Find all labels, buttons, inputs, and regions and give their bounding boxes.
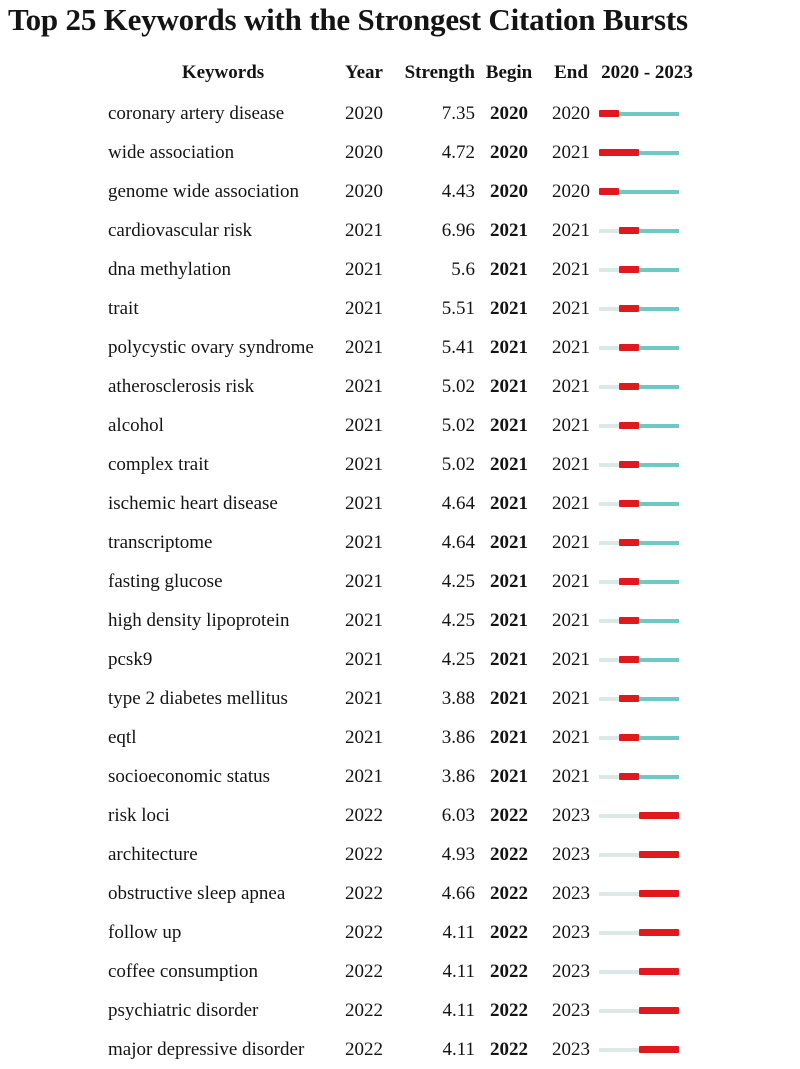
strength-cell: 4.25	[441, 648, 475, 670]
end-cell: 2021	[552, 765, 590, 787]
strength-cell: 5.51	[441, 297, 475, 319]
pre-burst-segment	[599, 775, 619, 779]
burst-timeline-bar	[599, 421, 679, 430]
page-title: Top 25 Keywords with the Strongest Citation Bursts	[8, 2, 688, 37]
year-cell: 2021	[345, 414, 383, 436]
post-burst-segment	[639, 307, 679, 311]
end-cell: 2021	[552, 492, 590, 514]
post-burst-segment	[639, 775, 679, 779]
begin-cell: 2021	[490, 570, 528, 592]
begin-cell: 2020	[490, 141, 528, 163]
end-cell: 2021	[552, 297, 590, 319]
begin-cell: 2022	[490, 999, 528, 1021]
year-cell: 2022	[345, 1038, 383, 1060]
burst-segment	[619, 500, 639, 507]
strength-cell: 7.35	[441, 102, 475, 124]
strength-cell: 5.6	[451, 258, 475, 280]
table-row	[0, 523, 800, 562]
burst-segment	[619, 773, 639, 780]
burst-timeline-bar	[599, 772, 679, 781]
pre-burst-segment	[599, 385, 619, 389]
col-header-end: End	[554, 61, 588, 83]
keyword-cell: follow up	[108, 921, 182, 943]
burst-table-body	[0, 94, 800, 1069]
end-cell: 2020	[552, 180, 590, 202]
burst-timeline-bar	[599, 928, 679, 937]
end-cell: 2021	[552, 453, 590, 475]
year-cell: 2020	[345, 180, 383, 202]
begin-cell: 2022	[490, 804, 528, 826]
strength-cell: 5.41	[441, 336, 475, 358]
keyword-cell: transcriptome	[108, 531, 213, 553]
end-cell: 2023	[552, 960, 590, 982]
burst-timeline-bar	[599, 1045, 679, 1054]
burst-timeline-bar	[599, 694, 679, 703]
table-row	[0, 211, 800, 250]
begin-cell: 2021	[490, 765, 528, 787]
pre-burst-segment	[599, 1048, 639, 1052]
col-header-begin: Begin	[485, 61, 533, 83]
keyword-cell: eqtl	[108, 726, 137, 748]
end-cell: 2021	[552, 258, 590, 280]
keyword-cell: obstructive sleep apnea	[108, 882, 286, 904]
year-cell: 2021	[345, 492, 383, 514]
burst-timeline-bar	[599, 655, 679, 664]
year-cell: 2021	[345, 648, 383, 670]
keyword-cell: alcohol	[108, 414, 164, 436]
burst-timeline-bar	[599, 538, 679, 547]
burst-segment	[619, 461, 639, 468]
burst-segment	[619, 656, 639, 663]
table-row	[0, 445, 800, 484]
table-row	[0, 913, 800, 952]
year-cell: 2021	[345, 531, 383, 553]
pre-burst-segment	[599, 541, 619, 545]
keyword-cell: socioeconomic status	[108, 765, 270, 787]
table-row	[0, 484, 800, 523]
end-cell: 2023	[552, 1038, 590, 1060]
end-cell: 2023	[552, 999, 590, 1021]
col-header-year: Year	[345, 61, 383, 83]
begin-cell: 2022	[490, 1038, 528, 1060]
end-cell: 2021	[552, 531, 590, 553]
strength-cell: 4.43	[441, 180, 475, 202]
begin-cell: 2021	[490, 336, 528, 358]
end-cell: 2021	[552, 414, 590, 436]
post-burst-segment	[639, 268, 679, 272]
table-row	[0, 757, 800, 796]
pre-burst-segment	[599, 1009, 639, 1013]
begin-cell: 2021	[490, 648, 528, 670]
post-burst-segment	[639, 151, 679, 155]
post-burst-segment	[619, 112, 679, 116]
post-burst-segment	[639, 385, 679, 389]
pre-burst-segment	[599, 736, 619, 740]
burst-segment	[639, 968, 679, 975]
burst-segment	[619, 266, 639, 273]
table-row	[0, 601, 800, 640]
burst-segment	[599, 149, 639, 156]
table-row	[0, 367, 800, 406]
year-cell: 2022	[345, 921, 383, 943]
keyword-cell: polycystic ovary syndrome	[108, 336, 314, 358]
strength-cell: 3.86	[441, 726, 475, 748]
year-cell: 2021	[345, 375, 383, 397]
keyword-cell: cardiovascular risk	[108, 219, 253, 241]
table-row	[0, 952, 800, 991]
pre-burst-segment	[599, 346, 619, 350]
strength-cell: 4.11	[442, 999, 475, 1021]
year-cell: 2021	[345, 765, 383, 787]
burst-segment	[619, 305, 639, 312]
burst-segment	[599, 188, 619, 195]
begin-cell: 2020	[490, 180, 528, 202]
pre-burst-segment	[599, 424, 619, 428]
year-cell: 2021	[345, 726, 383, 748]
year-cell: 2021	[345, 609, 383, 631]
begin-cell: 2021	[490, 687, 528, 709]
end-cell: 2023	[552, 921, 590, 943]
table-header	[0, 53, 800, 92]
end-cell: 2021	[552, 336, 590, 358]
keyword-cell: dna methylation	[108, 258, 231, 280]
keyword-cell: psychiatric disorder	[108, 999, 259, 1021]
keyword-cell: pcsk9	[108, 648, 153, 670]
strength-cell: 4.11	[442, 960, 475, 982]
table-row	[0, 679, 800, 718]
year-cell: 2022	[345, 843, 383, 865]
strength-cell: 3.86	[441, 765, 475, 787]
burst-timeline-bar	[599, 889, 679, 898]
table-row	[0, 718, 800, 757]
begin-cell: 2021	[490, 219, 528, 241]
table-row	[0, 991, 800, 1030]
keyword-cell: type 2 diabetes mellitus	[108, 687, 288, 709]
keyword-cell: genome wide association	[108, 180, 300, 202]
keyword-cell: ischemic heart disease	[108, 492, 278, 514]
burst-segment	[639, 1046, 679, 1053]
strength-cell: 5.02	[441, 375, 475, 397]
burst-segment	[639, 929, 679, 936]
year-cell: 2020	[345, 141, 383, 163]
burst-segment	[639, 851, 679, 858]
burst-segment	[639, 812, 679, 819]
burst-segment	[619, 227, 639, 234]
post-burst-segment	[639, 697, 679, 701]
strength-cell: 4.25	[441, 570, 475, 592]
strength-cell: 4.11	[442, 921, 475, 943]
pre-burst-segment	[599, 658, 619, 662]
col-header-year-range: 2020 - 2023	[601, 61, 693, 83]
strength-cell: 4.72	[441, 141, 475, 163]
burst-segment	[619, 734, 639, 741]
end-cell: 2023	[552, 804, 590, 826]
post-burst-segment	[639, 424, 679, 428]
burst-segment	[619, 695, 639, 702]
burst-timeline-bar	[599, 616, 679, 625]
end-cell: 2021	[552, 609, 590, 631]
table-row	[0, 874, 800, 913]
pre-burst-segment	[599, 307, 619, 311]
year-cell: 2021	[345, 297, 383, 319]
burst-timeline-bar	[599, 1006, 679, 1015]
burst-segment	[619, 617, 639, 624]
keyword-cell: atherosclerosis risk	[108, 375, 255, 397]
begin-cell: 2021	[490, 609, 528, 631]
keyword-cell: architecture	[108, 843, 198, 865]
burst-timeline-bar	[599, 499, 679, 508]
year-cell: 2021	[345, 453, 383, 475]
post-burst-segment	[639, 541, 679, 545]
pre-burst-segment	[599, 229, 619, 233]
end-cell: 2021	[552, 570, 590, 592]
begin-cell: 2021	[490, 414, 528, 436]
table-row	[0, 562, 800, 601]
burst-segment	[619, 383, 639, 390]
begin-cell: 2021	[490, 531, 528, 553]
end-cell: 2021	[552, 219, 590, 241]
strength-cell: 5.02	[441, 453, 475, 475]
burst-segment	[639, 890, 679, 897]
year-cell: 2021	[345, 570, 383, 592]
year-cell: 2021	[345, 336, 383, 358]
burst-segment	[639, 1007, 679, 1014]
keyword-cell: major depressive disorder	[108, 1038, 305, 1060]
table-row	[0, 835, 800, 874]
burst-timeline-bar	[599, 811, 679, 820]
begin-cell: 2022	[490, 921, 528, 943]
end-cell: 2021	[552, 141, 590, 163]
strength-cell: 6.03	[441, 804, 475, 826]
year-cell: 2021	[345, 219, 383, 241]
begin-cell: 2022	[490, 960, 528, 982]
table-row	[0, 289, 800, 328]
burst-timeline-bar	[599, 382, 679, 391]
end-cell: 2021	[552, 687, 590, 709]
end-cell: 2020	[552, 102, 590, 124]
burst-timeline-bar	[599, 226, 679, 235]
col-header-keywords: Keywords	[181, 61, 265, 83]
year-cell: 2022	[345, 960, 383, 982]
col-header-strength: Strength	[404, 61, 475, 83]
burst-timeline-bar	[599, 265, 679, 274]
post-burst-segment	[639, 658, 679, 662]
burst-timeline-bar	[599, 187, 679, 196]
year-cell: 2022	[345, 882, 383, 904]
burst-timeline-bar	[599, 304, 679, 313]
strength-cell: 4.93	[441, 843, 475, 865]
burst-timeline-bar	[599, 577, 679, 586]
burst-segment	[599, 110, 619, 117]
post-burst-segment	[639, 463, 679, 467]
strength-cell: 4.64	[441, 531, 475, 553]
end-cell: 2023	[552, 882, 590, 904]
pre-burst-segment	[599, 931, 639, 935]
begin-cell: 2021	[490, 726, 528, 748]
burst-timeline-bar	[599, 343, 679, 352]
burst-timeline-bar	[599, 109, 679, 118]
pre-burst-segment	[599, 814, 639, 818]
pre-burst-segment	[599, 697, 619, 701]
strength-cell: 4.64	[441, 492, 475, 514]
keyword-cell: wide association	[108, 141, 235, 163]
table-row	[0, 796, 800, 835]
begin-cell: 2021	[490, 375, 528, 397]
pre-burst-segment	[599, 619, 619, 623]
burst-segment	[619, 422, 639, 429]
burst-timeline-bar	[599, 850, 679, 859]
strength-cell: 5.02	[441, 414, 475, 436]
burst-timeline-bar	[599, 460, 679, 469]
keyword-cell: fasting glucose	[108, 570, 223, 592]
table-row	[0, 172, 800, 211]
pre-burst-segment	[599, 502, 619, 506]
post-burst-segment	[639, 502, 679, 506]
pre-burst-segment	[599, 268, 619, 272]
begin-cell: 2022	[490, 882, 528, 904]
strength-cell: 4.25	[441, 609, 475, 631]
burst-segment	[619, 539, 639, 546]
table-row	[0, 328, 800, 367]
begin-cell: 2022	[490, 843, 528, 865]
pre-burst-segment	[599, 853, 639, 857]
post-burst-segment	[639, 346, 679, 350]
pre-burst-segment	[599, 970, 639, 974]
begin-cell: 2021	[490, 492, 528, 514]
end-cell: 2021	[552, 375, 590, 397]
strength-cell: 4.11	[442, 1038, 475, 1060]
pre-burst-segment	[599, 580, 619, 584]
burst-segment	[619, 578, 639, 585]
year-cell: 2022	[345, 999, 383, 1021]
year-cell: 2022	[345, 804, 383, 826]
strength-cell: 3.88	[441, 687, 475, 709]
keyword-cell: complex trait	[108, 453, 209, 475]
table-row	[0, 640, 800, 679]
begin-cell: 2020	[490, 102, 528, 124]
table-row	[0, 1030, 800, 1069]
keyword-cell: high density lipoprotein	[108, 609, 290, 631]
keyword-cell: coronary artery disease	[108, 102, 285, 124]
post-burst-segment	[639, 619, 679, 623]
year-cell: 2021	[345, 687, 383, 709]
post-burst-segment	[619, 190, 679, 194]
strength-cell: 4.66	[441, 882, 475, 904]
begin-cell: 2021	[490, 258, 528, 280]
burst-timeline-bar	[599, 733, 679, 742]
begin-cell: 2021	[490, 453, 528, 475]
pre-burst-segment	[599, 892, 639, 896]
table-row	[0, 406, 800, 445]
keyword-cell: risk loci	[108, 804, 170, 826]
burst-timeline-bar	[599, 967, 679, 976]
table-row	[0, 94, 800, 133]
year-cell: 2021	[345, 258, 383, 280]
end-cell: 2023	[552, 843, 590, 865]
table-row	[0, 250, 800, 289]
end-cell: 2021	[552, 726, 590, 748]
table-row	[0, 133, 800, 172]
burst-segment	[619, 344, 639, 351]
post-burst-segment	[639, 580, 679, 584]
end-cell: 2021	[552, 648, 590, 670]
year-cell: 2020	[345, 102, 383, 124]
post-burst-segment	[639, 736, 679, 740]
pre-burst-segment	[599, 463, 619, 467]
keyword-cell: coffee consumption	[108, 960, 259, 982]
keyword-cell: trait	[108, 297, 139, 319]
burst-timeline-bar	[599, 148, 679, 157]
begin-cell: 2021	[490, 297, 528, 319]
strength-cell: 6.96	[441, 219, 475, 241]
post-burst-segment	[639, 229, 679, 233]
